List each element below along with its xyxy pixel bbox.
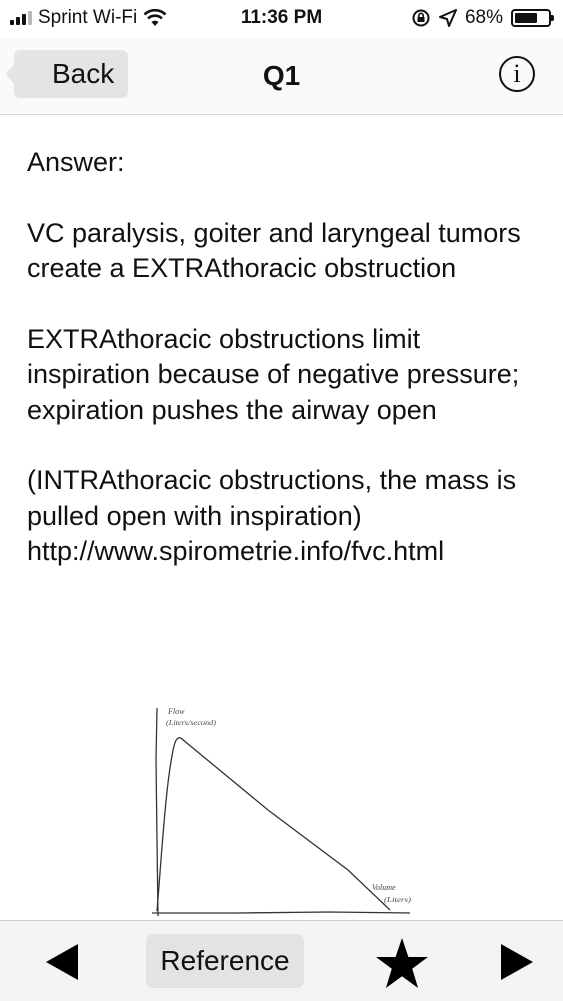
battery-percent: 68% bbox=[464, 7, 503, 28]
bottom-toolbar bbox=[0, 920, 563, 1001]
x-axis-line bbox=[152, 912, 410, 913]
status-right bbox=[411, 7, 551, 29]
y-axis-line bbox=[156, 708, 158, 916]
answer-heading: Answer: bbox=[27, 147, 125, 177]
rotation-lock-icon bbox=[411, 8, 431, 28]
location-icon bbox=[439, 9, 457, 27]
answer-paragraph-1: VC paralysis, goiter and laryngeal tumors create a EXTRAthoracic obstruction bbox=[27, 217, 521, 283]
x-axis-unit: (Liters) bbox=[384, 896, 412, 904]
reference-url[interactable]: http://www.spirometrie.info/fvc.html bbox=[27, 536, 445, 566]
battery-icon bbox=[511, 9, 551, 27]
x-axis-label: Volume bbox=[372, 883, 396, 892]
answer-content bbox=[27, 145, 547, 570]
info-icon[interactable]: i bbox=[499, 56, 535, 92]
y-axis-unit: (Liters/second) bbox=[166, 719, 217, 727]
answer-paragraph-3-text: (INTRAthoracic obstructions, the mass is pulled open with inspiration) bbox=[27, 465, 517, 531]
status-bar bbox=[0, 0, 563, 38]
flow-volume-curve bbox=[157, 738, 390, 911]
star-icon[interactable] bbox=[375, 937, 429, 989]
answer-paragraph-3 bbox=[27, 463, 547, 570]
back-button-label: Back bbox=[52, 58, 115, 89]
navigation-bar bbox=[0, 38, 563, 115]
page-title: Q1 bbox=[262, 60, 301, 91]
answer-paragraph-2: EXTRAthoracic obstructions limit inspiration because of negative pressure; expiration pushes the airway open bbox=[27, 323, 520, 425]
y-axis-label: Flow bbox=[168, 707, 185, 716]
flow-volume-sketch bbox=[148, 700, 418, 922]
status-time: 11:36 PM bbox=[240, 7, 323, 28]
previous-arrow-icon[interactable] bbox=[44, 943, 80, 981]
reference-button[interactable]: Reference bbox=[146, 934, 304, 988]
next-arrow-icon[interactable] bbox=[499, 943, 535, 981]
carrier-label: Sprint Wi-Fi bbox=[38, 7, 138, 28]
